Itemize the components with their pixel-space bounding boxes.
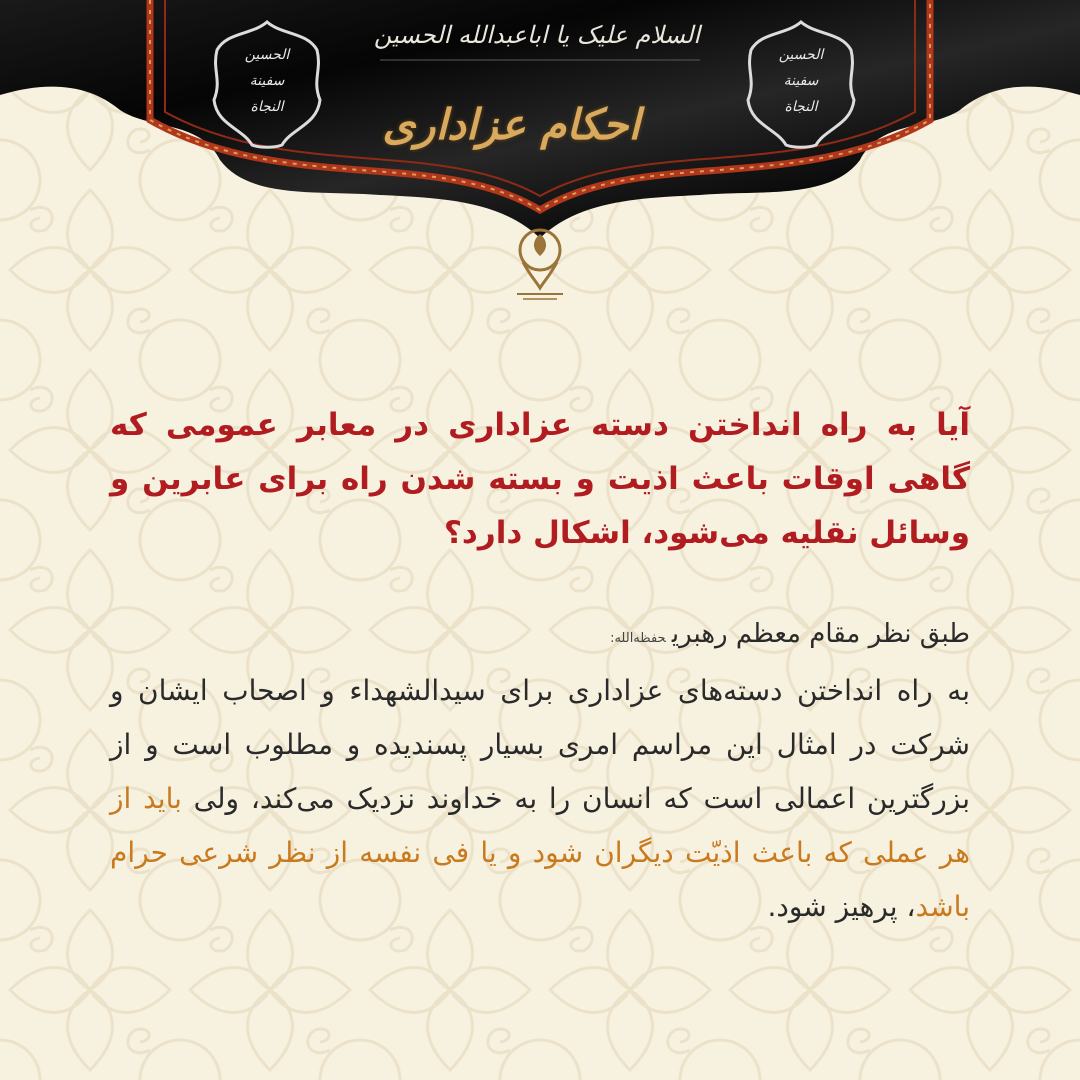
medallion-right-line-1: الحسین <box>778 47 824 63</box>
medallion-left-line-2: سفینة <box>249 73 285 89</box>
question-text: آیا به راه انداختن دسته عزاداری در معابر عمومی که گاهی اوقات باعث اذیت و بسته شدن راه برای عابرین و وسائل نقلیه می‌شود، اشکال دارد؟ <box>110 407 970 551</box>
medallion-right-line-3: النجاة <box>784 99 818 115</box>
medallion-right-line-2: سفینة <box>783 73 819 89</box>
medallion-right <box>746 20 856 150</box>
answer-intro <box>110 614 970 659</box>
intro-honorific-note: حفظه‌الله: <box>610 631 666 646</box>
banner-subtitle: احکام عزاداری <box>382 100 640 149</box>
answer-text <box>110 664 970 934</box>
medallion-left-line-3: النجاة <box>250 99 284 115</box>
mosque-emblem-icon <box>505 222 575 302</box>
answer-highlight: باید از هر عملی که باعث اذیّت دیگران شود و یا فی نفسه از نظر شرعی حرام باشد <box>110 782 970 923</box>
medallion-left-line-1: الحسین <box>244 47 290 63</box>
intro-text: طبق نظر مقام معظم رهبری <box>671 619 970 649</box>
answer-part-1: به راه انداختن دسته‌های عزاداری برای سیدالشهداء و اصحاب ایشان و شرکت در امثال این مراسم امری بسیار پسندیده و مطلوب است و از بزرگترین اعمالی است که انسان را به خداوند نزدیک می‌کند، ولی <box>110 674 970 815</box>
banner-salutation-title: السلام علیک یا اباعبدالله الحسین <box>373 21 700 49</box>
answer-part-2: ، پرهیز شود. <box>767 890 916 923</box>
medallion-left <box>212 20 322 150</box>
